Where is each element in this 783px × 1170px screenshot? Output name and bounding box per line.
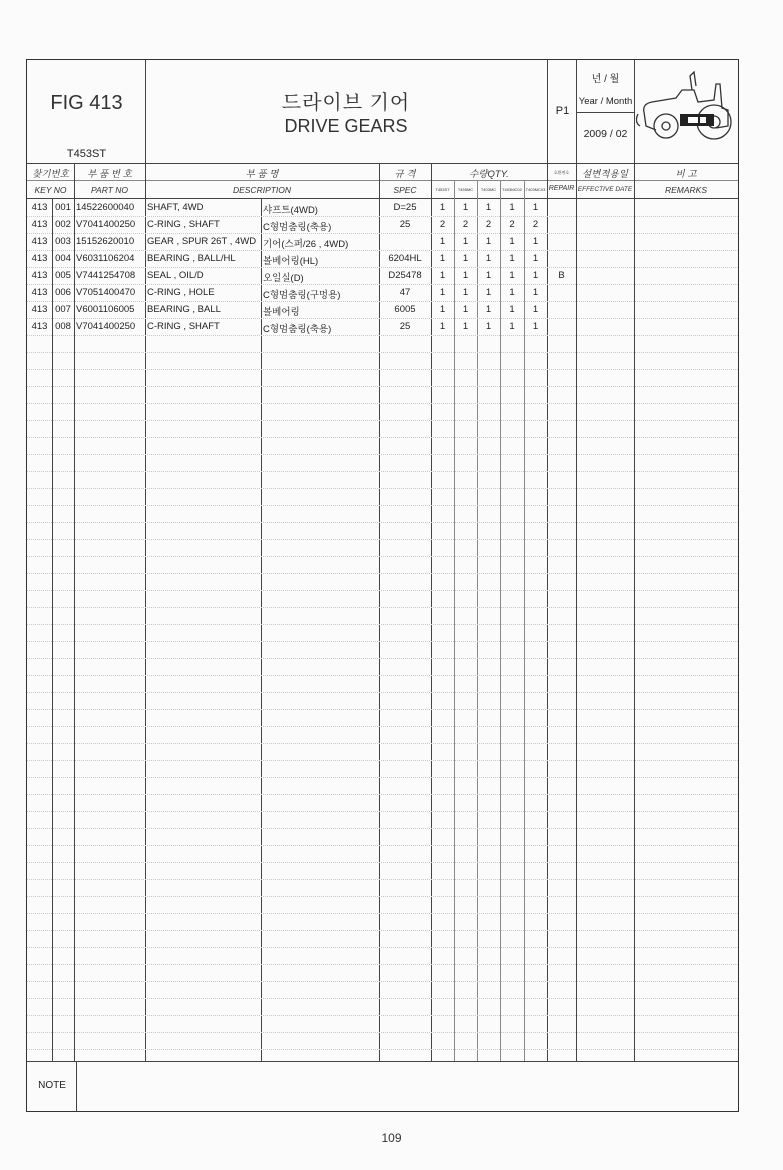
qty: 1 <box>532 321 539 332</box>
key-no: 413 <box>31 253 48 264</box>
qty-model-header: T403MC03 <box>525 187 546 192</box>
qty: 1 <box>485 202 492 213</box>
row-guide-line <box>27 352 738 353</box>
key-sub-no: 007 <box>55 304 71 315</box>
column-header-mid-line <box>27 180 738 181</box>
description-ko: 샤프트(4WD) <box>263 205 318 216</box>
row-guide-line <box>27 947 738 948</box>
qty-model-header: T403MC <box>480 187 497 192</box>
part-no: V6031106204 <box>76 253 135 264</box>
qty: 1 <box>509 304 515 315</box>
note-label: NOTE <box>38 1080 66 1091</box>
row-guide-line <box>27 250 738 251</box>
qty: 1 <box>462 270 469 281</box>
qty: 2 <box>532 219 539 230</box>
row-guide-line <box>27 607 738 608</box>
row-guide-line <box>27 505 738 506</box>
row-guide-line <box>27 267 738 268</box>
qty: 1 <box>532 270 539 281</box>
qty: 1 <box>532 202 539 213</box>
page-code: P1 <box>555 105 570 117</box>
header-bottom-line <box>27 163 738 164</box>
column-line <box>261 199 262 1061</box>
model-name: T453ST <box>66 148 107 160</box>
qty-model-header: T453ST <box>435 187 450 192</box>
effective-date-header-korean: 설변적용일 <box>582 169 628 180</box>
qty: 1 <box>462 202 469 213</box>
qty: 1 <box>485 253 492 264</box>
key-no: 413 <box>31 270 48 281</box>
row-guide-line <box>27 284 738 285</box>
page-title-korean: 드라이브 기어 <box>281 92 411 114</box>
part-no: V7441254708 <box>76 270 136 281</box>
spec: 25 <box>399 321 411 332</box>
repair-header-korean: 호환변호 <box>553 170 570 175</box>
row-guide-line <box>27 845 738 846</box>
qty: 2 <box>462 219 469 230</box>
row-guide-line <box>27 573 738 574</box>
description-en: BEARING , BALL <box>147 304 221 315</box>
key-sub-no: 008 <box>55 321 71 332</box>
column-line <box>634 164 635 1061</box>
qty: 1 <box>509 253 515 264</box>
key-no: 413 <box>31 321 48 332</box>
row-guide-line <box>27 930 738 931</box>
part-no: V7041400250 <box>76 219 136 230</box>
qty: 1 <box>509 236 515 247</box>
qty-subheader-line <box>432 180 547 181</box>
qty: 1 <box>532 236 539 247</box>
column-line <box>547 164 548 1061</box>
key-no: 413 <box>31 219 48 230</box>
description-en: GEAR , SPUR 26T , 4WD <box>147 236 257 247</box>
row-guide-line <box>27 760 738 761</box>
repair-header: REPAIR <box>548 185 575 192</box>
row-guide-line <box>27 1032 738 1033</box>
qty: 1 <box>439 287 446 298</box>
row-guide-line <box>27 403 738 404</box>
spec: D=25 <box>393 202 417 213</box>
row-guide-line <box>27 709 738 710</box>
key-sub-no: 001 <box>55 202 71 213</box>
key-no: 413 <box>31 304 48 315</box>
key-no: 413 <box>31 236 48 247</box>
key-no: 413 <box>31 287 48 298</box>
column-line <box>431 164 432 1061</box>
qty: 2 <box>439 219 446 230</box>
qty: 1 <box>509 321 515 332</box>
key-sub-no: 005 <box>55 270 71 281</box>
row-guide-line <box>27 556 738 557</box>
qty: 1 <box>462 236 469 247</box>
qty: 1 <box>439 321 446 332</box>
spec-header-korean: 규 격 <box>394 169 416 180</box>
row-guide-line <box>27 335 738 336</box>
description-header: DESCRIPTION <box>232 185 292 195</box>
row-guide-line <box>27 828 738 829</box>
row-guide-line <box>27 862 738 863</box>
row-guide-line <box>27 437 738 438</box>
qty: 1 <box>439 253 446 264</box>
row-guide-line <box>27 641 738 642</box>
row-guide-line <box>27 471 738 472</box>
description-en: C-RING , SHAFT <box>147 219 220 230</box>
description-en: C-RING , HOLE <box>147 287 215 298</box>
key-sub-no: 003 <box>55 236 71 247</box>
spec: 6005 <box>394 304 416 315</box>
row-guide-line <box>27 539 738 540</box>
row-guide-line <box>27 726 738 727</box>
qty: 1 <box>532 253 539 264</box>
qty-model-header: T403MC02 <box>502 187 522 192</box>
row-guide-line <box>27 420 738 421</box>
row-guide-line <box>27 454 738 455</box>
header-divider <box>577 112 634 113</box>
note-divider <box>76 1062 77 1111</box>
column-header-bottom-line <box>27 198 738 199</box>
header-divider <box>547 60 548 164</box>
row-guide-line <box>27 233 738 234</box>
row-guide-line <box>27 216 738 217</box>
spec: 6204HL <box>388 253 422 264</box>
key-sub-no: 004 <box>55 253 71 264</box>
qty: 1 <box>439 236 446 247</box>
key-no-header: KEY NO <box>34 185 67 195</box>
row-guide-line <box>27 624 738 625</box>
qty: 1 <box>485 321 492 332</box>
row-guide-line <box>27 981 738 982</box>
column-line <box>74 164 75 1061</box>
qty: 1 <box>509 202 515 213</box>
spec: 25 <box>399 219 411 230</box>
row-guide-line <box>27 777 738 778</box>
row-guide-line <box>27 522 738 523</box>
key-sub-no: 006 <box>55 287 71 298</box>
part-no: V7041400250 <box>76 321 136 332</box>
qty: 1 <box>462 304 469 315</box>
qty: 1 <box>509 287 515 298</box>
header-divider <box>634 60 635 164</box>
description-ko: C형멈춤링(축용) <box>263 324 332 335</box>
row-guide-line <box>27 998 738 999</box>
remarks-header: REMARKS <box>664 185 708 195</box>
qty: 1 <box>532 304 539 315</box>
row-guide-line <box>27 896 738 897</box>
column-line <box>379 164 380 1061</box>
remarks-header-korean: 비 고 <box>675 169 697 180</box>
tractor-icon <box>636 64 736 160</box>
part-no: V7051400470 <box>76 287 136 298</box>
description-header-korean: 부 품 명 <box>245 169 279 180</box>
spec: 47 <box>399 287 411 298</box>
description-en: BEARING , BALL/HL <box>147 253 236 264</box>
row-guide-line <box>27 743 738 744</box>
row-guide-line <box>27 811 738 812</box>
row-guide-line <box>27 692 738 693</box>
qty: 1 <box>462 321 469 332</box>
description-en: SEAL , OIL/D <box>147 270 204 281</box>
qty: 1 <box>485 236 492 247</box>
spec: D25478 <box>388 270 422 281</box>
description-ko: C형멈춤링(구멍용) <box>263 290 341 301</box>
row-guide-line <box>27 658 738 659</box>
description-ko: 기어(스퍼/26 , 4WD) <box>263 239 349 250</box>
key-sub-no: 002 <box>55 219 71 230</box>
row-guide-line <box>27 369 738 370</box>
qty: 1 <box>509 270 515 281</box>
year-month-label: Year / Month <box>578 96 633 107</box>
qty: 1 <box>485 287 492 298</box>
row-guide-line <box>27 794 738 795</box>
row-guide-line <box>27 488 738 489</box>
row-guide-line <box>27 1049 738 1050</box>
row-guide-line <box>27 675 738 676</box>
row-guide-line <box>27 590 738 591</box>
qty: 2 <box>509 219 515 230</box>
qty: 1 <box>439 304 446 315</box>
description-en: C-RING , SHAFT <box>147 321 220 332</box>
part-no: V6001106005 <box>76 304 135 315</box>
qty: 1 <box>532 287 539 298</box>
part-no-header-korean: 부 품 번 호 <box>87 169 132 180</box>
qty: 2 <box>485 219 492 230</box>
qty: 1 <box>485 304 492 315</box>
row-guide-line <box>27 964 738 965</box>
page-number: 109 <box>381 1131 402 1145</box>
note-divider <box>27 1061 738 1062</box>
effective-date-header: EFFECTIVE DATE <box>577 186 633 193</box>
page-title: DRIVE GEARS <box>284 116 408 136</box>
qty: 1 <box>462 253 469 264</box>
description-ko: 볼베어링 <box>263 307 300 318</box>
qty: 1 <box>439 202 446 213</box>
qty: 1 <box>462 287 469 298</box>
row-guide-line <box>27 386 738 387</box>
fig-number: FIG 413 <box>50 92 123 114</box>
qty: 1 <box>485 270 492 281</box>
column-line <box>576 164 577 1061</box>
row-guide-line <box>27 913 738 914</box>
column-line <box>145 164 146 1061</box>
qty: 1 <box>439 270 446 281</box>
part-no: 14522600040 <box>76 202 135 213</box>
repair-code: B <box>558 270 565 281</box>
spec-header: SPEC <box>393 185 417 195</box>
description-en: SHAFT, 4WD <box>147 202 204 213</box>
part-no: 15152620010 <box>76 236 135 247</box>
year-month-label-korean: 년 / 월 <box>591 74 620 85</box>
row-guide-line <box>27 879 738 880</box>
description-ko: 오일실(D) <box>263 273 304 284</box>
row-guide-line <box>27 318 738 319</box>
row-guide-line <box>27 1015 738 1016</box>
qty-header: 수량QTY. <box>469 169 509 180</box>
key-no-header-korean: 찾기번호 <box>32 169 69 180</box>
qty-model-header: T455MC <box>457 187 474 192</box>
description-ko: 볼베어링(HL) <box>263 256 319 267</box>
part-no-header: PART NO <box>91 185 128 195</box>
row-guide-line <box>27 301 738 302</box>
year-month-value: 2009 / 02 <box>583 128 628 140</box>
key-no: 413 <box>31 202 48 213</box>
description-ko: C형멈춤링(축용) <box>263 222 332 233</box>
